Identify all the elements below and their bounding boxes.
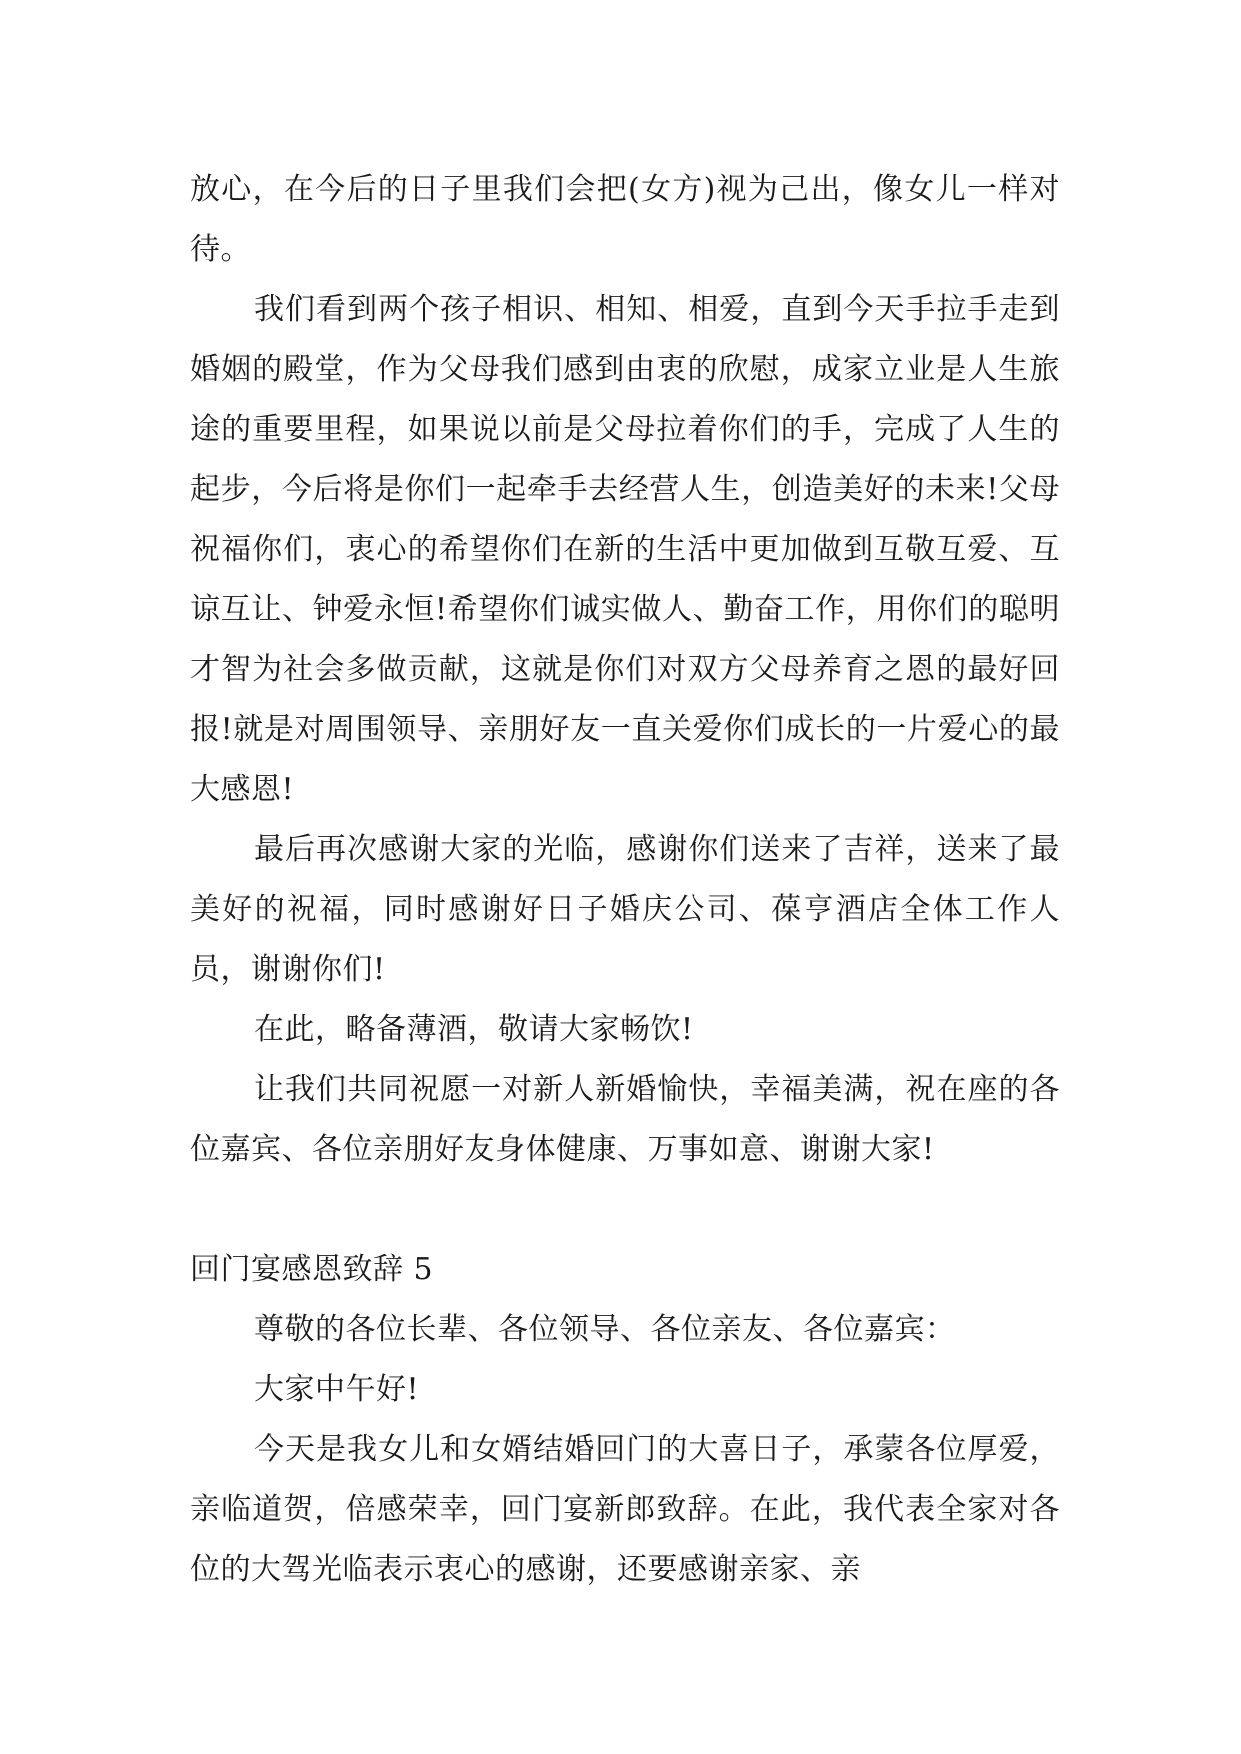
paragraph-continuation: 放心，在今后的日子里我们会把(女方)视为己出，像女儿一样对待。 (190, 172, 1060, 267)
paragraph-wishes: 让我们共同祝愿一对新人新婚愉快，幸福美满，祝在座的各位嘉宾、各位亲朋好友身体健康、万事如意、谢谢大家! (190, 1072, 1060, 1167)
paragraph-greeting: 大家中午好! (254, 1372, 420, 1407)
paragraph-thanks: 最后再次感谢大家的光临，感谢你们送来了吉祥，送来了最美好的祝福，同时感谢好日子婚庆公司、葆亨酒店全体工作人员，谢谢你们! (190, 832, 1060, 987)
paragraph-opening: 今天是我女儿和女婿结婚回门的大喜日子，承蒙各位厚爱，亲临道贺，倍感荣幸，回门宴新郎致辞。在此，我代表全家对各位的大驾光临表示衷心的感谢，还要感谢亲家、亲 (190, 1432, 1060, 1587)
paragraph-toast: 在此，略备薄酒，敬请大家畅饮! (254, 1012, 694, 1047)
section-spacer (190, 1180, 1060, 1240)
section-heading: 回门宴感恩致辞 5 (190, 1252, 434, 1287)
paragraph-salutation: 尊敬的各位长辈、各位领导、各位亲友、各位嘉宾： (254, 1312, 956, 1347)
document-body (190, 160, 1060, 1600)
paragraph-parents-blessing: 我们看到两个孩子相识、相知、相爱，直到今天手拉手走到婚姻的殿堂，作为父母我们感到由衷的欣慰，成家立业是人生旅途的重要里程，如果说以前是父母拉着你们的手，完成了人生的起步，今后将是你们一起牵手去经营人生，创造美好的未来!父母祝福你们，衷心的希望你们在新的生活中更加做到互敬互爱、互谅互让、钟爱永恒!希望你们诚实做人、勤奋工作，用你们的聪明才智为社会多做贡献，这就是你们对双方父母养育之恩的最好回报!就是对周围领导、亲朋好友一直关爱你们成长的一片爱心的最大感恩! (190, 292, 1060, 807)
